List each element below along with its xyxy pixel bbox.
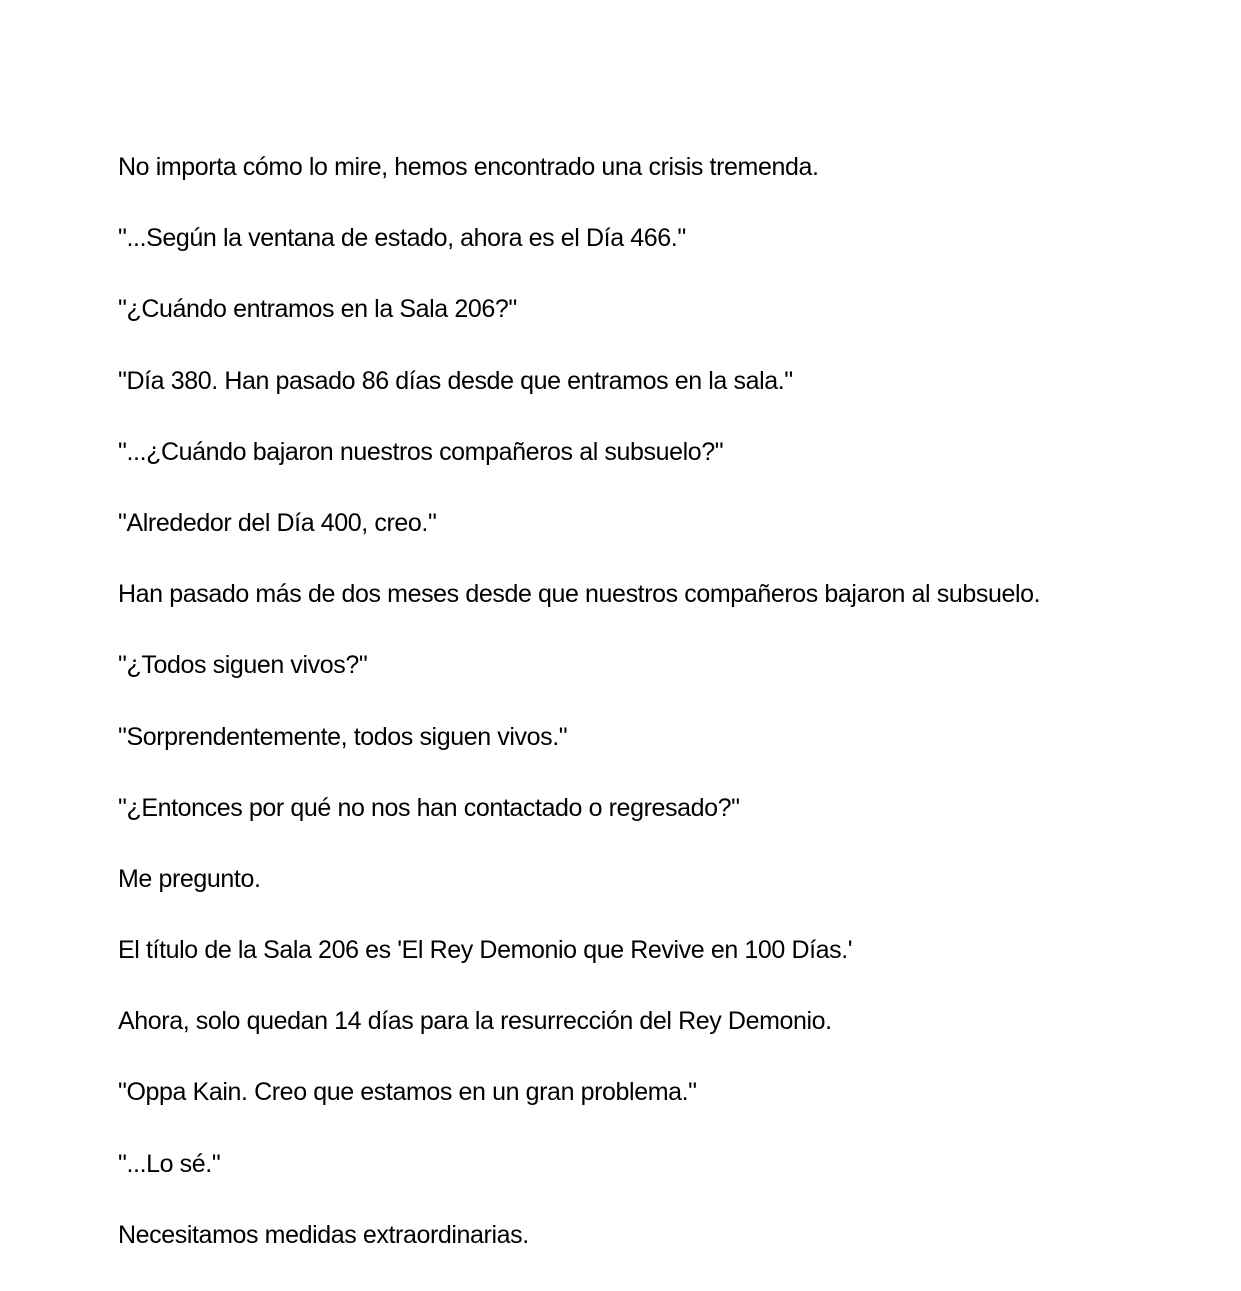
paragraph: "...Según la ventana de estado, ahora es el Día 466." bbox=[118, 224, 686, 253]
paragraph: "Alrededor del Día 400, creo." bbox=[118, 508, 437, 537]
paragraph: Han pasado más de dos meses desde que nuestros compañeros bajaron al subsuelo. bbox=[118, 580, 1041, 609]
paragraph: "...¿Cuándo bajaron nuestros compañeros al subsuelo?" bbox=[118, 437, 724, 466]
paragraph: "...Lo sé." bbox=[118, 1149, 221, 1178]
paragraph: "¿Entonces por qué no nos han contactado o regresado?" bbox=[118, 793, 740, 822]
paragraph: El título de la Sala 206 es 'El Rey Demonio que Revive en 100 Días.' bbox=[118, 936, 853, 965]
document-body bbox=[118, 152, 1218, 1291]
paragraph: "¿Cuándo entramos en la Sala 206?" bbox=[118, 295, 517, 324]
paragraph: "Día 380. Han pasado 86 días desde que entramos en la sala." bbox=[118, 366, 793, 395]
paragraph: Me pregunto. bbox=[118, 864, 261, 893]
paragraph: No importa cómo lo mire, hemos encontrado una crisis tremenda. bbox=[118, 153, 819, 181]
paragraph: Ahora, solo quedan 14 días para la resurrección del Rey Demonio. bbox=[118, 1007, 832, 1036]
paragraph: "¿Todos siguen vivos?" bbox=[118, 651, 368, 680]
paragraph: "Sorprendentemente, todos siguen vivos." bbox=[118, 722, 568, 751]
paragraph: Necesitamos medidas extraordinarias. bbox=[118, 1220, 529, 1249]
paragraph: "Oppa Kain. Creo que estamos en un gran problema." bbox=[118, 1078, 697, 1107]
